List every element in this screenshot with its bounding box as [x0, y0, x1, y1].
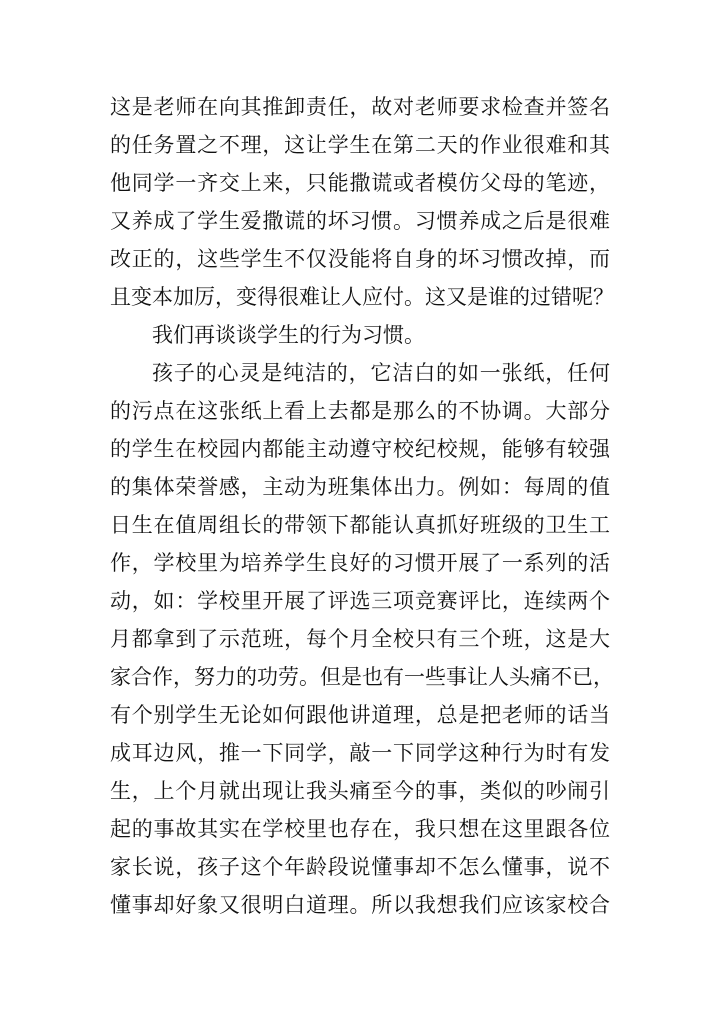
text-line: 起的事故其实在学校里也存在，我只想在这里跟各位 [110, 817, 610, 841]
paragraph-first-line: 孩子的心灵是纯洁的，它洁白的如一张纸，任何 [152, 361, 610, 385]
text-line: 生，上个月就出现让我头痛至今的事，类似的吵闹引 [110, 779, 610, 803]
text-line: 家合作，努力的功劳。但是也有一些事让人头痛不已， [110, 665, 614, 689]
text-line: 有个别学生无论如何跟他讲道理，总是把老师的话当 [110, 703, 610, 727]
text-line: 作，学校里为培养学生良好的习惯开展了一系列的活 [110, 551, 610, 575]
text-line: 且变本加厉，变得很难让人应付。这又是谁的过错呢？ [110, 285, 614, 309]
text-line: 月都拿到了示范班，每个月全校只有三个班，这是大 [110, 627, 610, 651]
body-text [110, 88, 614, 924]
text-line: 的集体荣誉感，主动为班集体出力。例如：每周的值 [110, 475, 610, 499]
text-line: 家长说，孩子这个年龄段说懂事却不怎么懂事，说不 [110, 855, 610, 879]
text-line: 的污点在这张纸上看上去都是那么的不协调。大部分 [110, 399, 610, 423]
text-line: 他同学一齐交上来，只能撒谎或者模仿父母的笔迹， [110, 171, 610, 195]
text-line: 的任务置之不理，这让学生在第二天的作业很难和其 [110, 133, 610, 157]
text-line: 改正的，这些学生不仅没能将自身的坏习惯改掉，而 [110, 247, 610, 271]
text-line: 的学生在校园内都能主动遵守校纪校规，能够有较强 [110, 437, 610, 461]
text-line: 成耳边风，推一下同学，敲一下同学这种行为时有发 [110, 741, 610, 765]
text-line: 这是老师在向其推卸责任，故对老师要求检查并签名 [110, 95, 610, 119]
text-line: 日生在值周组长的带领下都能认真抓好班级的卫生工 [110, 513, 610, 537]
paragraph-first-line: 我们再谈谈学生的行为习惯。 [152, 323, 425, 347]
text-line: 又养成了学生爱撒谎的坏习惯。习惯养成之后是很难 [110, 209, 610, 233]
text-line: 懂事却好象又很明白道理。所以我想我们应该家校合 [110, 893, 610, 917]
text-line: 动，如：学校里开展了评选三项竞赛评比，连续两个 [110, 589, 610, 613]
